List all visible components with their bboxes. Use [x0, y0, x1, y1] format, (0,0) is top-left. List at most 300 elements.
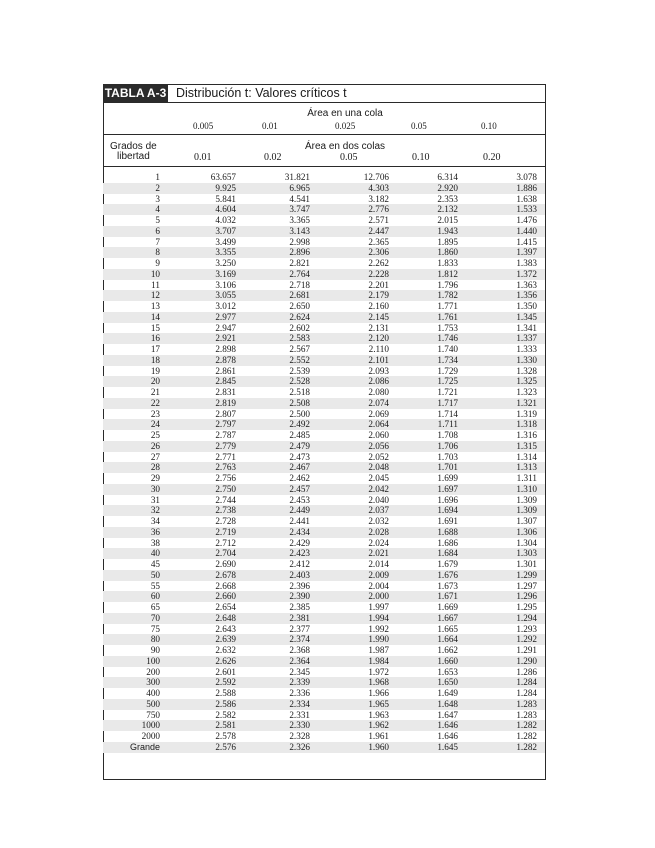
critical-value-cell: 1.304 — [516, 537, 537, 548]
df-cell: 1000 — [141, 720, 160, 731]
critical-value-cell: 2.120 — [368, 333, 389, 344]
df-cell: 500 — [146, 698, 160, 709]
critical-value-cell: 1.812 — [437, 268, 458, 279]
critical-value-cell: 2.500 — [289, 408, 310, 419]
table-row — [103, 602, 545, 613]
critical-value-cell: 2.583 — [289, 333, 310, 344]
critical-value-cell: 4.541 — [289, 193, 310, 204]
critical-value-cell: 2.396 — [289, 580, 310, 591]
critical-value-cell: 3.169 — [215, 268, 236, 279]
table-row — [103, 183, 545, 194]
critical-value-cell: 2.898 — [215, 344, 236, 354]
table-row — [103, 591, 545, 602]
table-row — [103, 441, 545, 452]
critical-value-cell: 2.763 — [215, 462, 236, 473]
critical-value-cell: 2.845 — [215, 376, 236, 387]
critical-value-cell: 1.686 — [437, 537, 458, 548]
table-row — [103, 495, 545, 506]
critical-value-cell: 2.998 — [289, 236, 310, 247]
critical-value-cell: 1.328 — [516, 365, 537, 376]
df-cell: 20 — [150, 376, 160, 387]
critical-value-cell: 1.734 — [437, 354, 458, 365]
critical-value-cell: 1.372 — [516, 268, 537, 279]
critical-value-cell: 2.567 — [289, 344, 310, 354]
df-cell: 10 — [150, 268, 160, 279]
critical-value-cell: 2.037 — [368, 505, 389, 516]
critical-value-cell: 1.309 — [516, 505, 537, 516]
critical-value-cell: 2.462 — [289, 473, 310, 483]
critical-value-cell: 2.365 — [368, 236, 389, 247]
df-cell: 36 — [150, 526, 160, 537]
two-tail-area-0: 0.01 — [194, 152, 212, 163]
critical-value-cell: 1.323 — [516, 387, 537, 397]
critical-value-cell: 2.434 — [289, 526, 310, 537]
header-bottom-rule — [103, 166, 545, 167]
critical-value-cell: 2.040 — [368, 494, 389, 505]
table-row — [103, 409, 545, 420]
critical-value-cell: 2.093 — [368, 365, 389, 376]
critical-value-cell: 1.341 — [516, 322, 537, 333]
critical-value-cell: 1.987 — [368, 645, 389, 655]
critical-value-cell: 1.711 — [437, 419, 458, 430]
critical-value-cell: 1.283 — [516, 698, 537, 709]
table-row — [103, 355, 545, 366]
critical-value-cell: 2.776 — [368, 204, 389, 215]
table-row — [103, 710, 545, 721]
df-cell: 18 — [150, 354, 160, 365]
critical-value-cell: 4.032 — [215, 215, 236, 225]
critical-value-cell: 1.296 — [516, 591, 537, 602]
critical-value-cell: 4.604 — [215, 204, 236, 215]
critical-value-cell: 3.250 — [215, 258, 236, 268]
critical-value-cell: 1.660 — [437, 655, 458, 666]
table-row — [103, 258, 545, 269]
critical-value-cell: 2.024 — [368, 537, 389, 548]
df-cell: 31 — [150, 494, 160, 505]
critical-value-cell: 1.321 — [516, 397, 537, 408]
critical-value-cell: 1.688 — [437, 526, 458, 537]
table-row — [103, 290, 545, 301]
critical-value-cell: 3.707 — [215, 225, 236, 236]
critical-value-cell: 2.576 — [215, 741, 236, 752]
critical-value-cell: 3.078 — [516, 172, 537, 182]
critical-value-cell: 1.691 — [437, 516, 458, 526]
critical-value-cell: 2.339 — [289, 677, 310, 688]
critical-value-cell: 1.701 — [437, 462, 458, 473]
critical-value-cell: 2.364 — [289, 655, 310, 666]
critical-value-cell: 2.750 — [215, 483, 236, 494]
df-cell: 22 — [150, 397, 160, 408]
critical-value-cell: 2.756 — [215, 473, 236, 483]
critical-value-cell: 1.740 — [437, 344, 458, 354]
critical-value-cell: 1.833 — [437, 258, 458, 268]
table-row — [103, 559, 545, 570]
critical-value-cell: 1.645 — [437, 741, 458, 752]
critical-value-cell: 3.012 — [215, 301, 236, 311]
critical-value-cell: 1.753 — [437, 322, 458, 333]
critical-value-cell: 2.326 — [289, 741, 310, 752]
critical-value-cell: 1.648 — [437, 698, 458, 709]
critical-value-cell: 2.262 — [368, 258, 389, 268]
critical-value-cell: 1.363 — [516, 279, 537, 290]
critical-value-cell: 2.000 — [368, 591, 389, 602]
critical-value-cell: 1.397 — [516, 247, 537, 258]
critical-value-cell: 2.601 — [215, 666, 236, 677]
critical-value-cell: 2.145 — [368, 311, 389, 322]
critical-value-cell: 2.045 — [368, 473, 389, 483]
df-cell: 90 — [150, 645, 160, 655]
critical-value-cell: 1.961 — [368, 731, 389, 741]
critical-value-cell: 2.819 — [215, 397, 236, 408]
table-row — [103, 215, 545, 226]
df-cell: 300 — [146, 677, 160, 688]
table-row — [103, 366, 545, 377]
df-cell: 1 — [155, 172, 160, 182]
critical-value-cell: 2.101 — [368, 354, 389, 365]
table-row — [103, 194, 545, 205]
critical-value-cell: 2.518 — [289, 387, 310, 397]
one-tail-area-0: 0.005 — [193, 121, 214, 131]
df-cell: 29 — [150, 473, 160, 483]
critical-value-cell: 2.718 — [289, 279, 310, 290]
critical-value-cell: 4.303 — [368, 182, 389, 193]
critical-value-cell: 2.528 — [289, 376, 310, 387]
df-cell: 9 — [155, 258, 160, 268]
critical-value-cell: 2.592 — [215, 677, 236, 688]
critical-value-cell: 1.356 — [516, 290, 537, 301]
critical-value-cell: 2.779 — [215, 440, 236, 451]
table-row — [103, 613, 545, 624]
critical-value-cell: 1.984 — [368, 655, 389, 666]
critical-value-cell: 2.048 — [368, 462, 389, 473]
df-cell: 16 — [150, 333, 160, 344]
df-cell: 38 — [150, 537, 160, 548]
df-cell: 750 — [146, 709, 160, 720]
critical-value-cell: 5.841 — [215, 193, 236, 204]
critical-value-cell: 1.337 — [516, 333, 537, 344]
df-cell: 50 — [150, 569, 160, 580]
df-cell: 400 — [146, 688, 160, 698]
table-row — [103, 323, 545, 334]
critical-value-cell: 2.586 — [215, 698, 236, 709]
critical-value-cell: 1.307 — [516, 516, 537, 526]
critical-value-cell: 2.508 — [289, 397, 310, 408]
critical-value-cell: 2.060 — [368, 430, 389, 440]
critical-value-cell: 2.064 — [368, 419, 389, 430]
df-cell: 8 — [155, 247, 160, 258]
critical-value-cell: 2.228 — [368, 268, 389, 279]
critical-value-cell: 1.703 — [437, 451, 458, 462]
header-top-rule — [103, 102, 545, 103]
df-cell: 80 — [150, 634, 160, 645]
critical-value-cell: 2.744 — [215, 494, 236, 505]
table-row — [103, 516, 545, 527]
table-row — [103, 237, 545, 248]
critical-value-cell: 2.690 — [215, 559, 236, 569]
table-row — [103, 280, 545, 291]
critical-value-cell: 2.704 — [215, 548, 236, 559]
table-row — [103, 333, 545, 344]
critical-value-cell: 2.457 — [289, 483, 310, 494]
df-cell: 100 — [146, 655, 160, 666]
critical-value-cell: 2.080 — [368, 387, 389, 397]
critical-value-cell: 2.412 — [289, 559, 310, 569]
critical-value-cell: 1.284 — [516, 688, 537, 698]
critical-value-cell: 1.649 — [437, 688, 458, 698]
df-cell: 2 — [155, 182, 160, 193]
table-row — [103, 720, 545, 731]
critical-value-cell: 2.632 — [215, 645, 236, 655]
critical-value-cell: 2.374 — [289, 634, 310, 645]
critical-value-cell: 2.014 — [368, 559, 389, 569]
critical-value-cell: 1.650 — [437, 677, 458, 688]
table-row — [103, 699, 545, 710]
critical-value-cell: 2.423 — [289, 548, 310, 559]
critical-value-cell: 1.306 — [516, 526, 537, 537]
critical-value-cell: 2.368 — [289, 645, 310, 655]
critical-value-cell: 2.581 — [215, 720, 236, 731]
critical-value-cell: 1.782 — [437, 290, 458, 301]
critical-value-cell: 2.650 — [289, 301, 310, 311]
critical-value-cell: 1.771 — [437, 301, 458, 311]
critical-value-cell: 2.738 — [215, 505, 236, 516]
critical-value-cell: 2.009 — [368, 569, 389, 580]
critical-value-cell: 2.004 — [368, 580, 389, 591]
critical-value-cell: 6.314 — [437, 172, 458, 182]
critical-value-cell: 6.965 — [289, 182, 310, 193]
critical-value-cell: 1.292 — [516, 634, 537, 645]
critical-value-cell: 1.345 — [516, 311, 537, 322]
critical-value-cell: 1.696 — [437, 494, 458, 505]
critical-value-cell: 2.201 — [368, 279, 389, 290]
two-tail-heading: Área en dos colas — [304, 141, 386, 152]
critical-value-cell: 2.015 — [437, 215, 458, 225]
critical-value-cell: 1.295 — [516, 602, 537, 612]
critical-value-cell: 1.963 — [368, 709, 389, 720]
critical-value-cell: 2.447 — [368, 225, 389, 236]
critical-value-cell: 2.571 — [368, 215, 389, 225]
critical-value-cell: 2.947 — [215, 322, 236, 333]
critical-value-cell: 1.316 — [516, 430, 537, 440]
critical-value-cell: 1.315 — [516, 440, 537, 451]
critical-value-cell: 2.821 — [289, 258, 310, 268]
critical-value-cell: 2.728 — [215, 516, 236, 526]
critical-value-cell: 1.761 — [437, 311, 458, 322]
table-row — [103, 484, 545, 495]
critical-value-cell: 1.310 — [516, 483, 537, 494]
table-row — [103, 247, 545, 258]
df-cell: 25 — [150, 430, 160, 440]
critical-value-cell: 1.291 — [516, 645, 537, 655]
critical-value-cell: 1.309 — [516, 494, 537, 505]
critical-values-table-body — [103, 172, 545, 753]
df-cell: 75 — [150, 623, 160, 634]
critical-value-cell: 2.429 — [289, 537, 310, 548]
one-tail-area-3: 0.05 — [411, 121, 427, 131]
critical-value-cell: 2.639 — [215, 634, 236, 645]
critical-value-cell: 1.383 — [516, 258, 537, 268]
table-row — [103, 548, 545, 559]
critical-value-cell: 2.336 — [289, 688, 310, 698]
critical-value-cell: 3.106 — [215, 279, 236, 290]
df-cell: 13 — [150, 301, 160, 311]
table-row — [103, 419, 545, 430]
critical-value-cell: 2.334 — [289, 698, 310, 709]
df-cell: 32 — [150, 505, 160, 516]
critical-value-cell: 1.729 — [437, 365, 458, 376]
critical-value-cell: 1.960 — [368, 741, 389, 752]
df-cell: 2000 — [141, 731, 160, 741]
df-cell: 30 — [150, 483, 160, 494]
critical-value-cell: 1.992 — [368, 623, 389, 634]
critical-value-cell: 2.719 — [215, 526, 236, 537]
df-cell: 12 — [150, 290, 160, 301]
table-row — [103, 430, 545, 441]
critical-value-cell: 2.896 — [289, 247, 310, 258]
critical-value-cell: 2.807 — [215, 408, 236, 419]
table-row — [103, 312, 545, 323]
critical-value-cell: 1.673 — [437, 580, 458, 591]
critical-value-cell: 12.706 — [363, 172, 389, 182]
critical-value-cell: 1.303 — [516, 548, 537, 559]
critical-value-cell: 2.110 — [368, 344, 389, 354]
critical-value-cell: 1.997 — [368, 602, 389, 612]
critical-value-cell: 1.943 — [437, 225, 458, 236]
critical-value-cell: 2.492 — [289, 419, 310, 430]
critical-value-cell: 1.725 — [437, 376, 458, 387]
critical-value-cell: 2.328 — [289, 731, 310, 741]
df-cell: 19 — [150, 365, 160, 376]
df-cell: 60 — [150, 591, 160, 602]
df-cell: 17 — [150, 344, 160, 354]
critical-value-cell: 1.282 — [516, 731, 537, 741]
critical-value-cell: 2.588 — [215, 688, 236, 698]
df-cell: 11 — [151, 279, 160, 290]
critical-value-cell: 1.860 — [437, 247, 458, 258]
critical-value-cell: 1.293 — [516, 623, 537, 634]
critical-value-cell: 1.533 — [516, 204, 537, 215]
critical-value-cell: 2.353 — [437, 193, 458, 204]
critical-value-cell: 1.664 — [437, 634, 458, 645]
critical-value-cell: 2.681 — [289, 290, 310, 301]
critical-value-cell: 2.643 — [215, 623, 236, 634]
critical-value-cell: 2.626 — [215, 655, 236, 666]
df-cell: 34 — [150, 516, 160, 526]
critical-value-cell: 1.965 — [368, 698, 389, 709]
critical-value-cell: 1.972 — [368, 666, 389, 677]
table-row — [103, 269, 545, 280]
critical-value-cell: 1.665 — [437, 623, 458, 634]
df-cell: 6 — [155, 225, 160, 236]
critical-value-cell: 1.415 — [516, 236, 537, 247]
critical-value-cell: 2.831 — [215, 387, 236, 397]
critical-value-cell: 1.796 — [437, 279, 458, 290]
critical-value-cell: 1.325 — [516, 376, 537, 387]
critical-value-cell: 2.449 — [289, 505, 310, 516]
critical-value-cell: 2.678 — [215, 569, 236, 580]
critical-value-cell: 1.330 — [516, 354, 537, 365]
critical-value-cell: 1.646 — [437, 720, 458, 731]
critical-value-cell: 2.330 — [289, 720, 310, 731]
critical-value-cell: 1.694 — [437, 505, 458, 516]
critical-value-cell: 3.355 — [215, 247, 236, 258]
critical-value-cell: 1.676 — [437, 569, 458, 580]
critical-value-cell: 1.669 — [437, 602, 458, 612]
critical-value-cell: 2.069 — [368, 408, 389, 419]
critical-value-cell: 1.297 — [516, 580, 537, 591]
critical-value-cell: 2.032 — [368, 516, 389, 526]
df-cell: 21 — [150, 387, 160, 397]
critical-value-cell: 2.331 — [289, 709, 310, 720]
one-tail-area-2: 0.025 — [335, 121, 356, 131]
df-cell: 4 — [155, 204, 160, 215]
critical-value-cell: 1.662 — [437, 645, 458, 655]
table-row — [103, 301, 545, 312]
table-row — [103, 452, 545, 463]
critical-value-cell: 1.283 — [516, 709, 537, 720]
critical-value-cell: 2.086 — [368, 376, 389, 387]
critical-value-cell: 1.706 — [437, 440, 458, 451]
critical-value-cell: 1.699 — [437, 473, 458, 483]
two-tail-area-2: 0.05 — [340, 152, 358, 163]
critical-value-cell: 1.282 — [516, 741, 537, 752]
critical-value-cell: 2.028 — [368, 526, 389, 537]
critical-value-cell: 2.797 — [215, 419, 236, 430]
one-tail-area-4: 0.10 — [481, 121, 497, 131]
table-row — [103, 634, 545, 645]
critical-value-cell: 3.055 — [215, 290, 236, 301]
critical-value-cell: 2.467 — [289, 462, 310, 473]
critical-value-cell: 1.313 — [516, 462, 537, 473]
table-title: Distribución t: Valores críticos t — [176, 86, 347, 100]
critical-value-cell: 9.925 — [215, 182, 236, 193]
critical-value-cell: 1.990 — [368, 634, 389, 645]
df-cell: 40 — [150, 548, 160, 559]
critical-value-cell: 2.787 — [215, 430, 236, 440]
table-row — [103, 398, 545, 409]
df-cell: 26 — [150, 440, 160, 451]
df-cell: 70 — [150, 612, 160, 623]
critical-value-cell: 1.314 — [516, 451, 537, 462]
critical-value-cell: 2.582 — [215, 709, 236, 720]
critical-value-cell: 1.290 — [516, 655, 537, 666]
table-row — [103, 677, 545, 688]
critical-value-cell: 3.143 — [289, 225, 310, 236]
critical-value-cell: 3.747 — [289, 204, 310, 215]
critical-value-cell: 2.160 — [368, 301, 389, 311]
table-row — [103, 204, 545, 215]
critical-value-cell: 2.660 — [215, 591, 236, 602]
table-row — [103, 376, 545, 387]
critical-value-cell: 2.074 — [368, 397, 389, 408]
critical-value-cell: 1.318 — [516, 419, 537, 430]
df-cell: Grande — [129, 741, 160, 752]
critical-value-cell: 2.056 — [368, 440, 389, 451]
critical-value-cell: 2.385 — [289, 602, 310, 612]
header-mid-rule — [103, 134, 545, 135]
df-cell: 28 — [150, 462, 160, 473]
critical-value-cell: 2.878 — [215, 354, 236, 365]
table-row — [103, 538, 545, 549]
critical-value-cell: 2.602 — [289, 322, 310, 333]
table-row — [103, 581, 545, 592]
critical-value-cell: 1.679 — [437, 559, 458, 569]
critical-value-cell: 3.365 — [289, 215, 310, 225]
df-cell: 55 — [150, 580, 160, 591]
critical-value-cell: 2.473 — [289, 451, 310, 462]
critical-value-cell: 1.968 — [368, 677, 389, 688]
critical-value-cell: 2.306 — [368, 247, 389, 258]
